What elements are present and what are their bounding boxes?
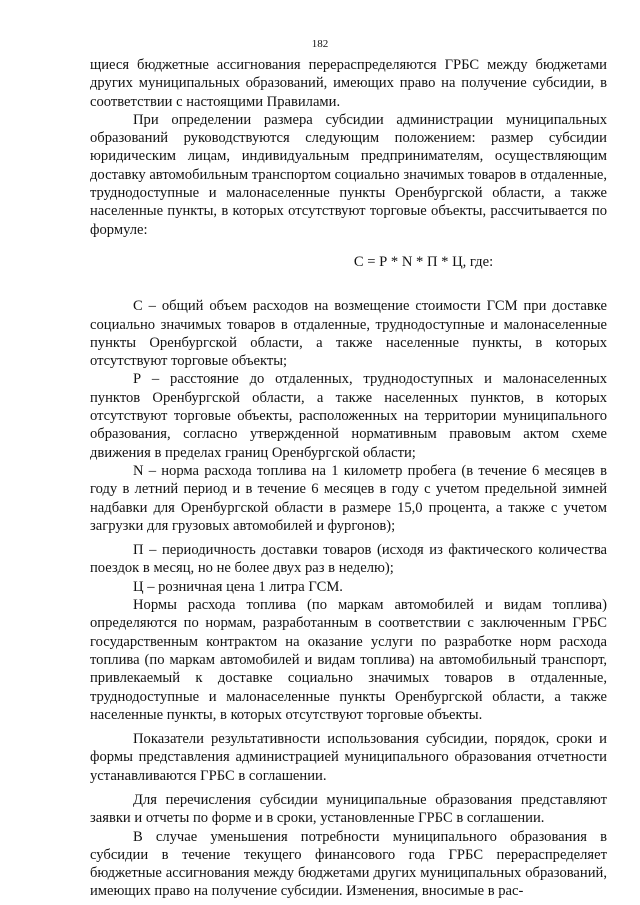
paragraph-continuation: щиеся бюджетные ассигнования перераспределяются ГРБС между бюджетами других муниципальных образований, имеющих право на получение субсидии, в соответствии с настоящими Правилами. <box>90 57 607 110</box>
formula: С = Р * N * П * Ц, где: <box>353 253 494 270</box>
definition-periodicity: П – периодичность доставки товаров (исходя из фактического количества поездок в месяц, но не более двух раз в неделю); <box>90 542 607 577</box>
definition-c: С – общий объем расходов на возмещение стоимости ГСМ при доставке социально значимых товаров в отдаленные, труднодоступные и малонаселенные пункты Оренбургской области, а также населенные пункты, в которых отсутствуют торговые объекты; <box>90 298 607 370</box>
paragraph-decrease: В случае уменьшения потребности муниципального образования в субсидии в течение текущего финансового года ГРБС перераспределяет бюджетные ассигнования между бюджетами других муниципальных образований, имеющих право на получение субсидии. Изменения, вносимые в рас- <box>90 828 607 900</box>
paragraph-indicators: Показатели результативности использования субсидии, порядок, сроки и формы представления администрацией муниципального образования отчетности устанавливаются ГРБС в соглашении. <box>90 731 607 784</box>
paragraph-fuel-norms: Нормы расхода топлива (по маркам автомобилей и видам топлива) определяются по нормам, разработанным в соответствии с заключенным ГРБС государственным контрактом на оказание услуги по разработке норм расхода топлива (по маркам автомобилей и видам топлива) на автомобильный транспорт, привлекаемый к доставке социально значимых товаров в отдаленные, труднодоступные и малонаселенные пункты Оренбургской области, а также населенные пункты, в которых отсутствуют торговые объекты. <box>90 597 607 723</box>
paragraph-subsidy-size: При определении размера субсидии администрации муниципальных образований руководствуются следующим положением: размер субсидии юридическим лицам, индивидуальным предпринимателям, осуществляющим доставку автомобильным транспортом социально значимых товаров в отдаленные, труднодоступные и малонаселенные пункты Оренбургской области, а также населенные пункты, в которых отсутствуют торговые объекты, рассчитывается по формуле: <box>90 111 607 238</box>
paragraph-transfer: Для перечисления субсидии муниципальные образования представляют заявки и отчеты по форме и в сроки, установленные ГРБС в соглашении. <box>90 791 607 827</box>
definition-p: Р – расстояние до отдаленных, труднодоступных и малонаселенных пунктов Оренбургской области, а также населенных пунктов, в которых отсутствуют торговые объекты, расположенных на территории муниципального образования, согласно утвержденной нормативным правовым актом схеме движения в пределах границ Оренбургской области; <box>90 371 607 461</box>
document-body <box>90 56 607 901</box>
page-number: 182 <box>311 38 329 50</box>
definition-price: Ц – розничная цена 1 литра ГСМ. <box>133 578 343 595</box>
definition-n: N – норма расхода топлива на 1 километр пробега (в течение 6 месяцев в году в летний период и в течение 6 месяцев в году с учетом предельной зимней надбавки для Оренбургской области в размере 15,0 процента, а также с учетом загрузки для грузовых автомобилей и фургонов); <box>90 462 607 534</box>
